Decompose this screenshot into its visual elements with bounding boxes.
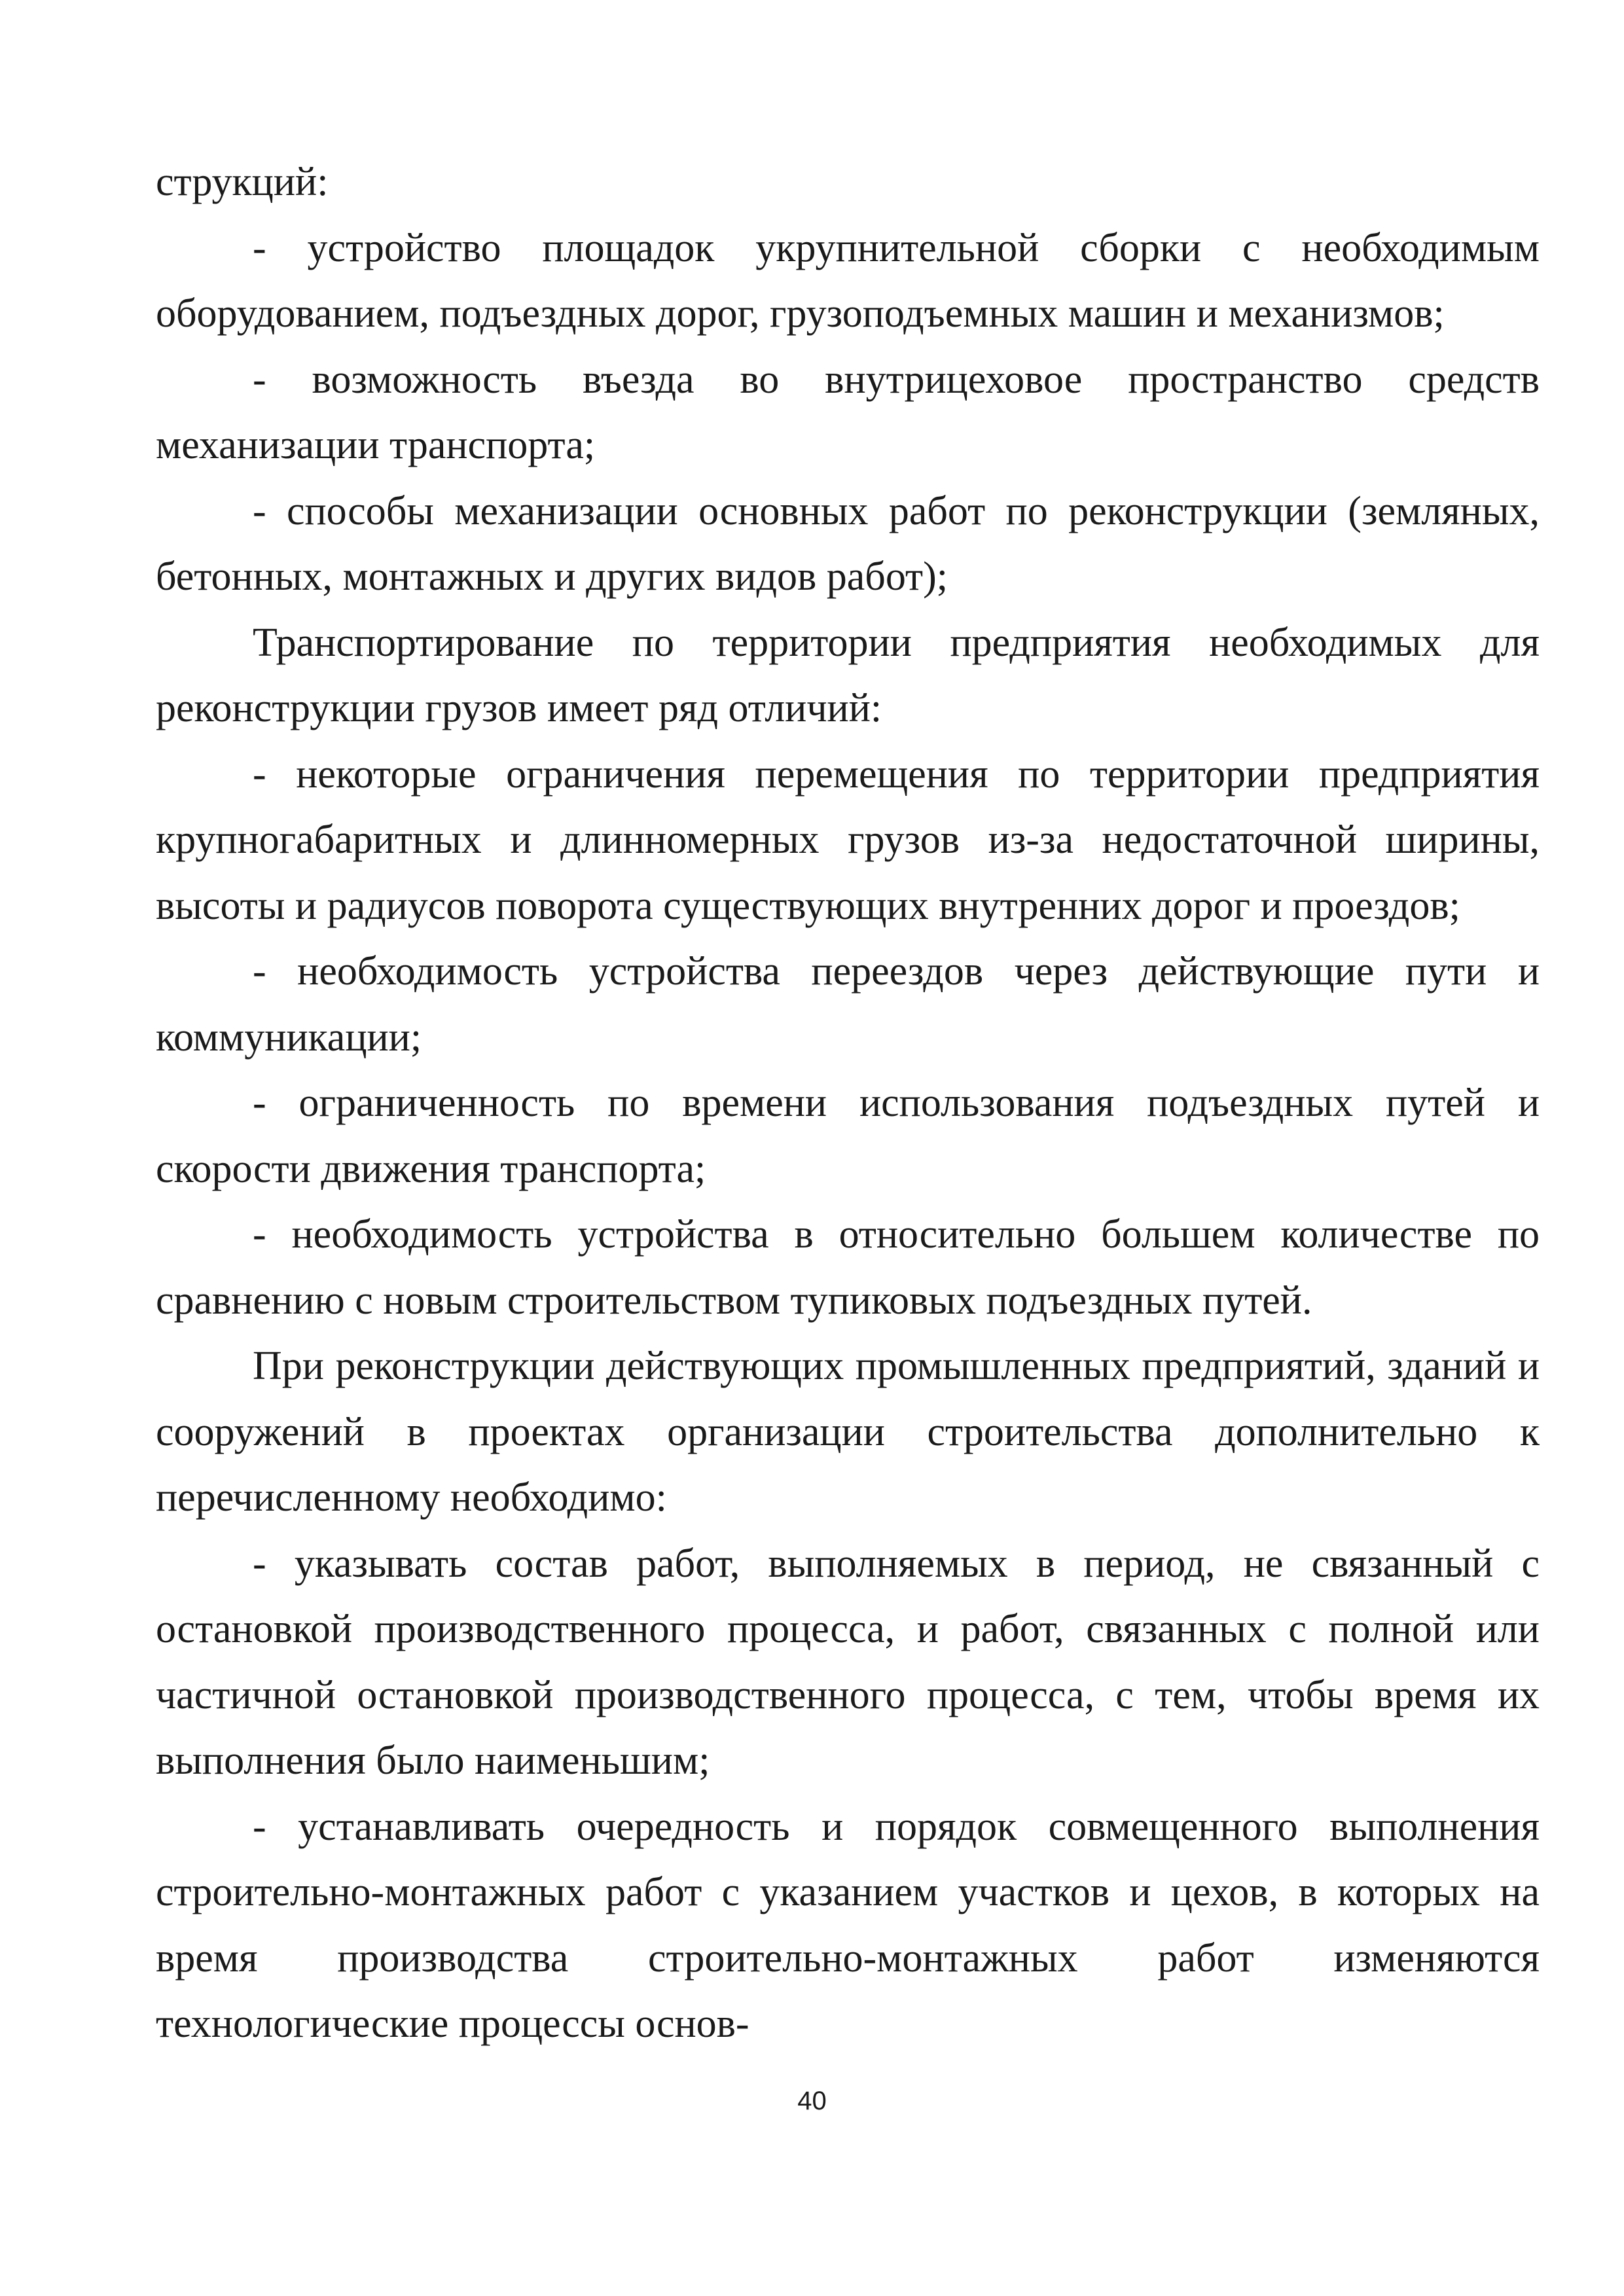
paragraph-1: струкций:: [156, 160, 329, 204]
body-text: [156, 149, 1540, 2057]
paragraph-5: Транспортирование по территории предприятия необходимых для реконструкции грузов имеет ряд отличий:: [156, 620, 1540, 730]
paragraph-3: - возможность въезда во внутрицеховое пространство средств механизации транспорта;: [156, 357, 1540, 467]
paragraph-7: - необходимость устройства переездов через действующие пути и коммуникации;: [156, 949, 1540, 1060]
paragraph-11: - указывать состав работ, выполняемых в период, не связанный с остановкой производственного процесса, и работ, связанных с полной или частичной остановкой производственного процесса, с тем, чтобы время их выполнения было наименьшим;: [156, 1541, 1540, 1783]
paragraph-10: При реконструкции действующих промышленных предприятий, зданий и сооружений в проектах организации строительства дополнительно к перечисленному необходимо:: [156, 1344, 1540, 1520]
paragraph-2: - устройство площадок укрупнительной сборки с необходимым оборудованием, подъездных дорог, грузоподъемных машин и механизмов;: [156, 225, 1540, 336]
paragraph-8: - ограниченность по времени использования подъездных путей и скорости движения транспорта;: [156, 1081, 1540, 1191]
paragraph-4: - способы механизации основных работ по реконструкции (земляных, бетонных, монтажных и других видов работ);: [156, 488, 1540, 599]
paragraph-12: - устанавливать очередность и порядок совмещенного выполнения строительно-монтажных работ с указанием участков и цехов, в которых на время производства строительно-монтажных работ изменяются технологические процессы основ-: [156, 1804, 1540, 2046]
paragraph-6: - некоторые ограничения перемещения по территории предприятия крупногабаритных и длинномерных грузов из-за недостаточной ширины, высоты и радиусов поворота существующих внутренних дорог и проездов;: [156, 751, 1540, 928]
page-number: 40: [797, 2087, 827, 2115]
paragraph-9: - необходимость устройства в относительно большем количестве по сравнению с новым строительством тупиковых подъездных путей.: [156, 1212, 1540, 1323]
